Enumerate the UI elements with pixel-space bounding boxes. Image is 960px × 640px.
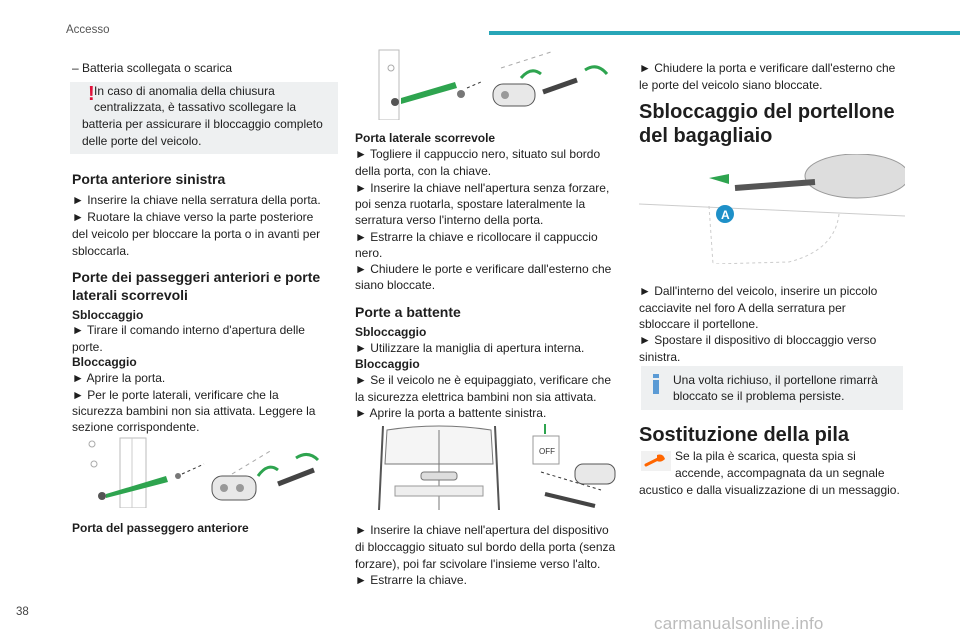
info-icon [653, 374, 659, 394]
info-line-2: bloccato se il problema persiste. [673, 389, 845, 403]
bat-lock-line-2: la sicurezza elettrica bambini non sia attivata. [355, 390, 597, 404]
warning-line-3: batteria per assicurare il bloccaggio completo [82, 117, 323, 131]
bat-lock-line-3: ► Aprire la porta a battente sinistra. [355, 406, 547, 420]
off-label: OFF [539, 447, 555, 456]
tailgate-lock-figure [639, 154, 905, 264]
label-bloccaggio-2: Bloccaggio [355, 357, 420, 371]
heading-bagagliaio-1: Sbloccaggio del portellone [639, 101, 895, 123]
front-left-line-3: del veicolo per bloccare la porta o in avanti per [72, 227, 321, 241]
sliding-line-1: ► Togliere il cappuccio nero, situato sul bordo [355, 147, 601, 161]
warning-line-1: In caso di anomalia della chiusura [94, 84, 275, 98]
section-title: Accesso [66, 24, 110, 36]
sliding-line-8: ► Chiudere le porte e verificare dall'esterno che [355, 262, 612, 276]
sliding-line-5: serratura verso l'interno della porta. [355, 213, 544, 227]
tailgate-line-4: ► Spostare il dispositivo di bloccaggio verso [639, 333, 877, 347]
sliding-line-6: ► Estrarre la chiave e ricollocare il cappuccio [355, 230, 598, 244]
heading-battente: Porte a battente [355, 304, 461, 320]
front-left-line-4: sbloccarla. [72, 244, 130, 258]
pass-lock-line-2: ► Per le porte laterali, verificare che la [72, 388, 279, 402]
warning-line-4: delle porte del veicolo. [82, 134, 202, 148]
front-left-line-1: ► Inserire la chiave nella serratura della porta. [72, 193, 321, 207]
dash-bullet: – Batteria scollegata o scarica [72, 61, 233, 75]
heading-pila: Sostituzione della pila [639, 424, 850, 446]
pass-unlock-line-2: porte. [72, 340, 103, 354]
sliding-line-2: della porta, con la chiave. [355, 164, 492, 178]
header-accent-bar [489, 31, 960, 35]
bat-lock-line-1: ► Se il veicolo ne è equipaggiato, verificare che [355, 373, 612, 387]
wrench-warning-icon [641, 451, 671, 471]
pass-lock-line-1: ► Aprire la porta. [72, 371, 166, 385]
pass-lock-line-3: sicurezza bambini non sia attivata. Leggere la [72, 404, 316, 418]
pila-line-1: Se la pila è scarica, questa spia si [675, 449, 856, 463]
tailgate-line-1: ► Dall'interno del veicolo, inserire un piccolo [639, 284, 878, 298]
after-line-1: ► Inserire la chiave nell'apertura del dispositivo [355, 523, 609, 537]
warning-line-2: centralizzata, è tassativo scollegare la [94, 100, 297, 114]
top-line-1: ► Chiudere la porta e verificare dall'esterno che [639, 61, 896, 75]
warning-icon: ! [88, 83, 95, 105]
after-line-2: di bloccaggio situato sul bordo della porta (senza [355, 540, 616, 554]
pila-line-2: accende, accompagnata da un segnale [675, 466, 885, 480]
page-number: 38 [16, 606, 29, 618]
heading-front-left: Porta anteriore sinistra [72, 171, 226, 187]
sliding-door-figure [371, 48, 621, 120]
front-passenger-door-figure [82, 436, 338, 508]
tailgate-line-2: cacciavite nel foro A della serratura per [639, 301, 846, 315]
watermark: carmanualsonline.info [654, 614, 824, 633]
heading-bagagliaio-2: del bagagliaio [639, 125, 773, 147]
label-sbloccaggio-2: Sbloccaggio [355, 325, 427, 339]
tailgate-line-5: sinistra. [639, 350, 681, 364]
pass-unlock-line-1: ► Tirare il comando interno d'apertura delle [72, 323, 305, 337]
label-sbloccaggio: Sbloccaggio [72, 308, 144, 322]
top-line-2: le porte del veicolo siano bloccate. [639, 78, 823, 92]
after-line-4: ► Estrarre la chiave. [355, 573, 467, 587]
heading-passengers-2: laterali scorrevoli [72, 287, 188, 303]
pila-line-3: acustico e dalla visualizzazione di un messaggio. [639, 483, 900, 497]
sliding-line-3: ► Inserire la chiave nell'apertura senza forzare, [355, 181, 610, 195]
tailgate-line-3: sbloccare il portellone. [639, 317, 759, 331]
sliding-line-4: poi senza ruotarla, spostare lateralmente la [355, 197, 586, 211]
label-a: A [721, 208, 730, 222]
info-line-1: Una volta richiuso, il portellone rimarrà [673, 373, 878, 387]
pass-lock-line-4: sezione corrispondente. [72, 420, 200, 434]
heading-passengers-1: Porte dei passeggeri anteriori e porte [72, 269, 321, 285]
fig-caption-front-passenger: Porta del passeggero anteriore [72, 521, 249, 535]
bat-unlock-line-1: ► Utilizzare la maniglia di apertura interna. [355, 341, 585, 355]
rear-doors-figure [365, 424, 621, 510]
after-line-3: forzare), poi far scivolare l'insieme verso l'alto. [355, 557, 601, 571]
label-bloccaggio: Bloccaggio [72, 355, 137, 369]
front-left-line-2: ► Ruotare la chiave verso la parte posteriore [72, 210, 314, 224]
sliding-line-7: nero. [355, 246, 383, 260]
sliding-line-9: siano bloccate. [355, 278, 436, 292]
sliding-door-title: Porta laterale scorrevole [355, 131, 496, 145]
